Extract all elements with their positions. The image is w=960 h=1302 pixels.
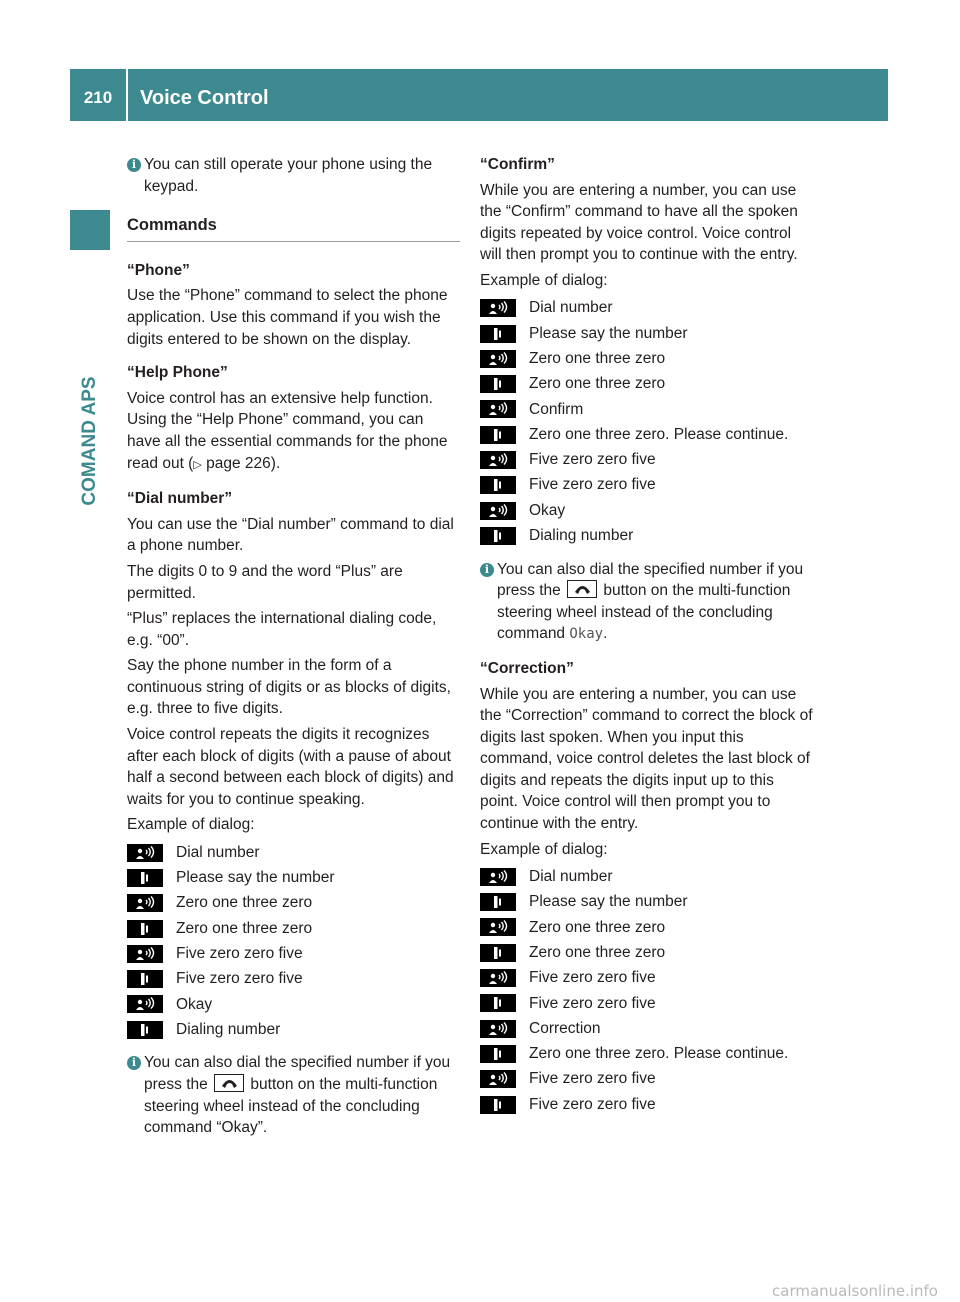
dialog-line [127,840,460,865]
dialog-line-text: Zero one three zero [529,918,666,936]
dialog-line-text: Zero one three zero. Please continue. [529,1045,789,1063]
dialog-line-text: Please say the number [529,893,688,911]
info-note: i You can also dial the specified number if you press the button on the multi-function steering wheel instead of the concluding command “Okay”. [127,1052,460,1138]
speaker-icon [480,426,516,444]
dialog-line [480,991,813,1016]
dialog-line [480,1041,813,1066]
page-ref-arrow-icon: ▷ [193,458,202,471]
speaker-icon [480,325,516,343]
dialog-line-text: Five zero zero five [529,969,656,987]
dialog-line [480,422,813,447]
dialog-line [480,915,813,940]
dial-text-5: Voice control repeats the digits it recognizes after each block of digits (with a pause of about half a second between each block of digits) and waits for you to continue speaking. [127,726,454,808]
dialog-line [480,864,813,889]
page-number: 210 [83,88,113,107]
dialog-line-text: Five zero zero five [529,451,656,469]
dialog-line [480,523,813,548]
speaker-icon [480,527,516,545]
dialog-line-text: Zero one three zero [529,375,666,393]
dialog-line-text: Zero one three zero [176,919,313,937]
right-column [480,154,813,1127]
phone-heading: “Phone” [127,261,190,279]
info-icon: i [127,158,141,172]
dialog-line [127,941,460,966]
dialog-line-text: Five zero zero five [176,945,303,963]
watermark: carmanualsonline.info [772,1282,938,1300]
page-title: Voice Control [140,87,269,109]
dialog-line-text: Five zero zero five [529,1070,656,1088]
help-text: Voice control has an extensive help function. Using the “Help Phone” command, you can have all the essential commands for the phone read out (▷ page 226). [127,389,448,472]
dialog-line-text: Dial number [529,299,613,317]
speaker-icon [480,476,516,494]
dialog-line [480,447,813,472]
header-divider [126,69,128,121]
person-speaking-icon [480,1070,516,1088]
info-icon: i [127,1056,141,1070]
dialog-line [127,967,460,992]
dialog-line [480,1067,813,1092]
dial-text-1: You can use the “Dial number” command to dial a phone number. [127,515,454,555]
person-speaking-icon [480,400,516,418]
correction-text: While you are entering a number, you can use the “Correction” command to correct the block of digits last spoken. When you input this command, voice control deletes the last block of digits and repeats the digits input up to this point. Voice control will then prompt you to continue with the entry. [480,685,813,833]
section-title: Commands [127,215,460,242]
person-speaking-icon [127,945,163,963]
speaker-icon [480,1045,516,1063]
dialog-line-text: Zero one three zero [529,943,666,961]
person-speaking-icon [480,969,516,987]
dialog-example [480,864,813,1117]
dialog-line-text: Okay [529,501,566,519]
dialog-line [127,1017,460,1042]
help-heading: “Help Phone” [127,364,228,382]
speaker-icon [480,893,516,911]
dialog-line-text: Five zero zero five [176,970,303,988]
dialog-line-text: Confirm [529,400,584,418]
dialog-line-text: Dial number [529,868,613,886]
person-speaking-icon [127,844,163,862]
speaker-icon [480,944,516,962]
dialog-line-text: Dialing number [529,527,634,545]
speaker-icon [127,869,163,887]
dialog-line [480,371,813,396]
dialog-line [480,321,813,346]
dialog-line [480,890,813,915]
dialog-line [480,940,813,965]
dialog-line-text: Five zero zero five [529,994,656,1012]
person-speaking-icon [127,995,163,1013]
dialog-line-text: Zero one three zero [176,894,313,912]
phone-button-icon [214,1074,244,1092]
dialog-line-text: Dialing number [176,1020,281,1038]
dial-text-2: The digits 0 to 9 and the word “Plus” are permitted. [127,562,403,602]
side-tab-label: COMAND APS [79,376,100,506]
speaker-icon [480,1096,516,1114]
example-label: Example of dialog: [127,816,255,834]
dialog-line [480,346,813,371]
dialog-line-text: Okay [176,995,213,1013]
dialog-line [127,865,460,890]
dialog-line [127,891,460,916]
side-tab-marker [70,210,110,250]
person-speaking-icon [480,350,516,368]
dialog-line [480,498,813,523]
dial-heading: “Dial number” [127,490,233,508]
command-okay: Okay [569,626,604,643]
info-note: i You can also dial the specified number if you press the button on the multi-function steering wheel instead of the concluding command Okay. [480,559,813,646]
info-note [127,154,460,197]
dialog-line-text: Zero one three zero [529,350,666,367]
dialog-line-text: Please say the number [529,324,688,342]
correction-heading: “Correction” [480,659,574,677]
person-speaking-icon [480,868,516,886]
person-speaking-icon [127,894,163,912]
speaker-icon [480,994,516,1012]
phone-button-icon [567,580,597,598]
page-header [70,69,888,121]
page-ref-link[interactable]: page 226). [206,454,281,472]
speaker-icon [127,970,163,988]
speaker-icon [127,920,163,938]
dialog-line-text: Please say the number [176,869,335,887]
person-speaking-icon [480,1020,516,1038]
dialog-line [480,1092,813,1117]
example-label: Example of dialog: [480,840,608,858]
side-tab [70,121,110,521]
dialog-line [480,296,813,321]
dialog-line-text: Correction [529,1019,601,1037]
dialog-line [480,1016,813,1041]
dialog-line-text: Five zero zero five [529,476,656,494]
confirm-heading: “Confirm” [480,156,555,173]
dialog-example [127,840,460,1042]
left-column [127,154,460,1143]
dialog-line-text: Dial number [176,843,260,861]
dialog-line [480,473,813,498]
dialog-line-text: Five zero zero five [529,1095,656,1113]
person-speaking-icon [480,451,516,469]
person-speaking-icon [480,502,516,520]
dialog-line [480,397,813,422]
speaker-icon [127,1021,163,1039]
phone-text: Use the “Phone” command to select the phone application. Use this command if you wish the digits entered to be shown on the display. [127,287,448,348]
dialog-example [480,296,813,549]
dialog-line [127,992,460,1017]
dial-text-4: Say the phone number in the form of a continuous string of digits or as blocks of digits, e.g. three to five digits. [127,657,451,718]
info-icon: i [480,563,494,577]
speaker-icon [480,375,516,393]
dialog-line [480,965,813,990]
dialog-line [127,916,460,941]
confirm-text: While you are entering a number, you can use the “Confirm” command to have all the spoken digits repeated by voice control. Voice control will then prompt you to continue with the entry. [480,181,798,264]
dial-text-3: “Plus” replaces the international dialing code, e.g. “00”. [127,610,437,649]
person-speaking-icon [480,918,516,936]
info-note-text: You can still operate your phone using the keypad. [144,156,433,195]
person-speaking-icon [480,299,516,317]
example-label: Example of dialog: [480,271,608,289]
dialog-line-text: Zero one three zero. Please continue. [529,425,789,443]
